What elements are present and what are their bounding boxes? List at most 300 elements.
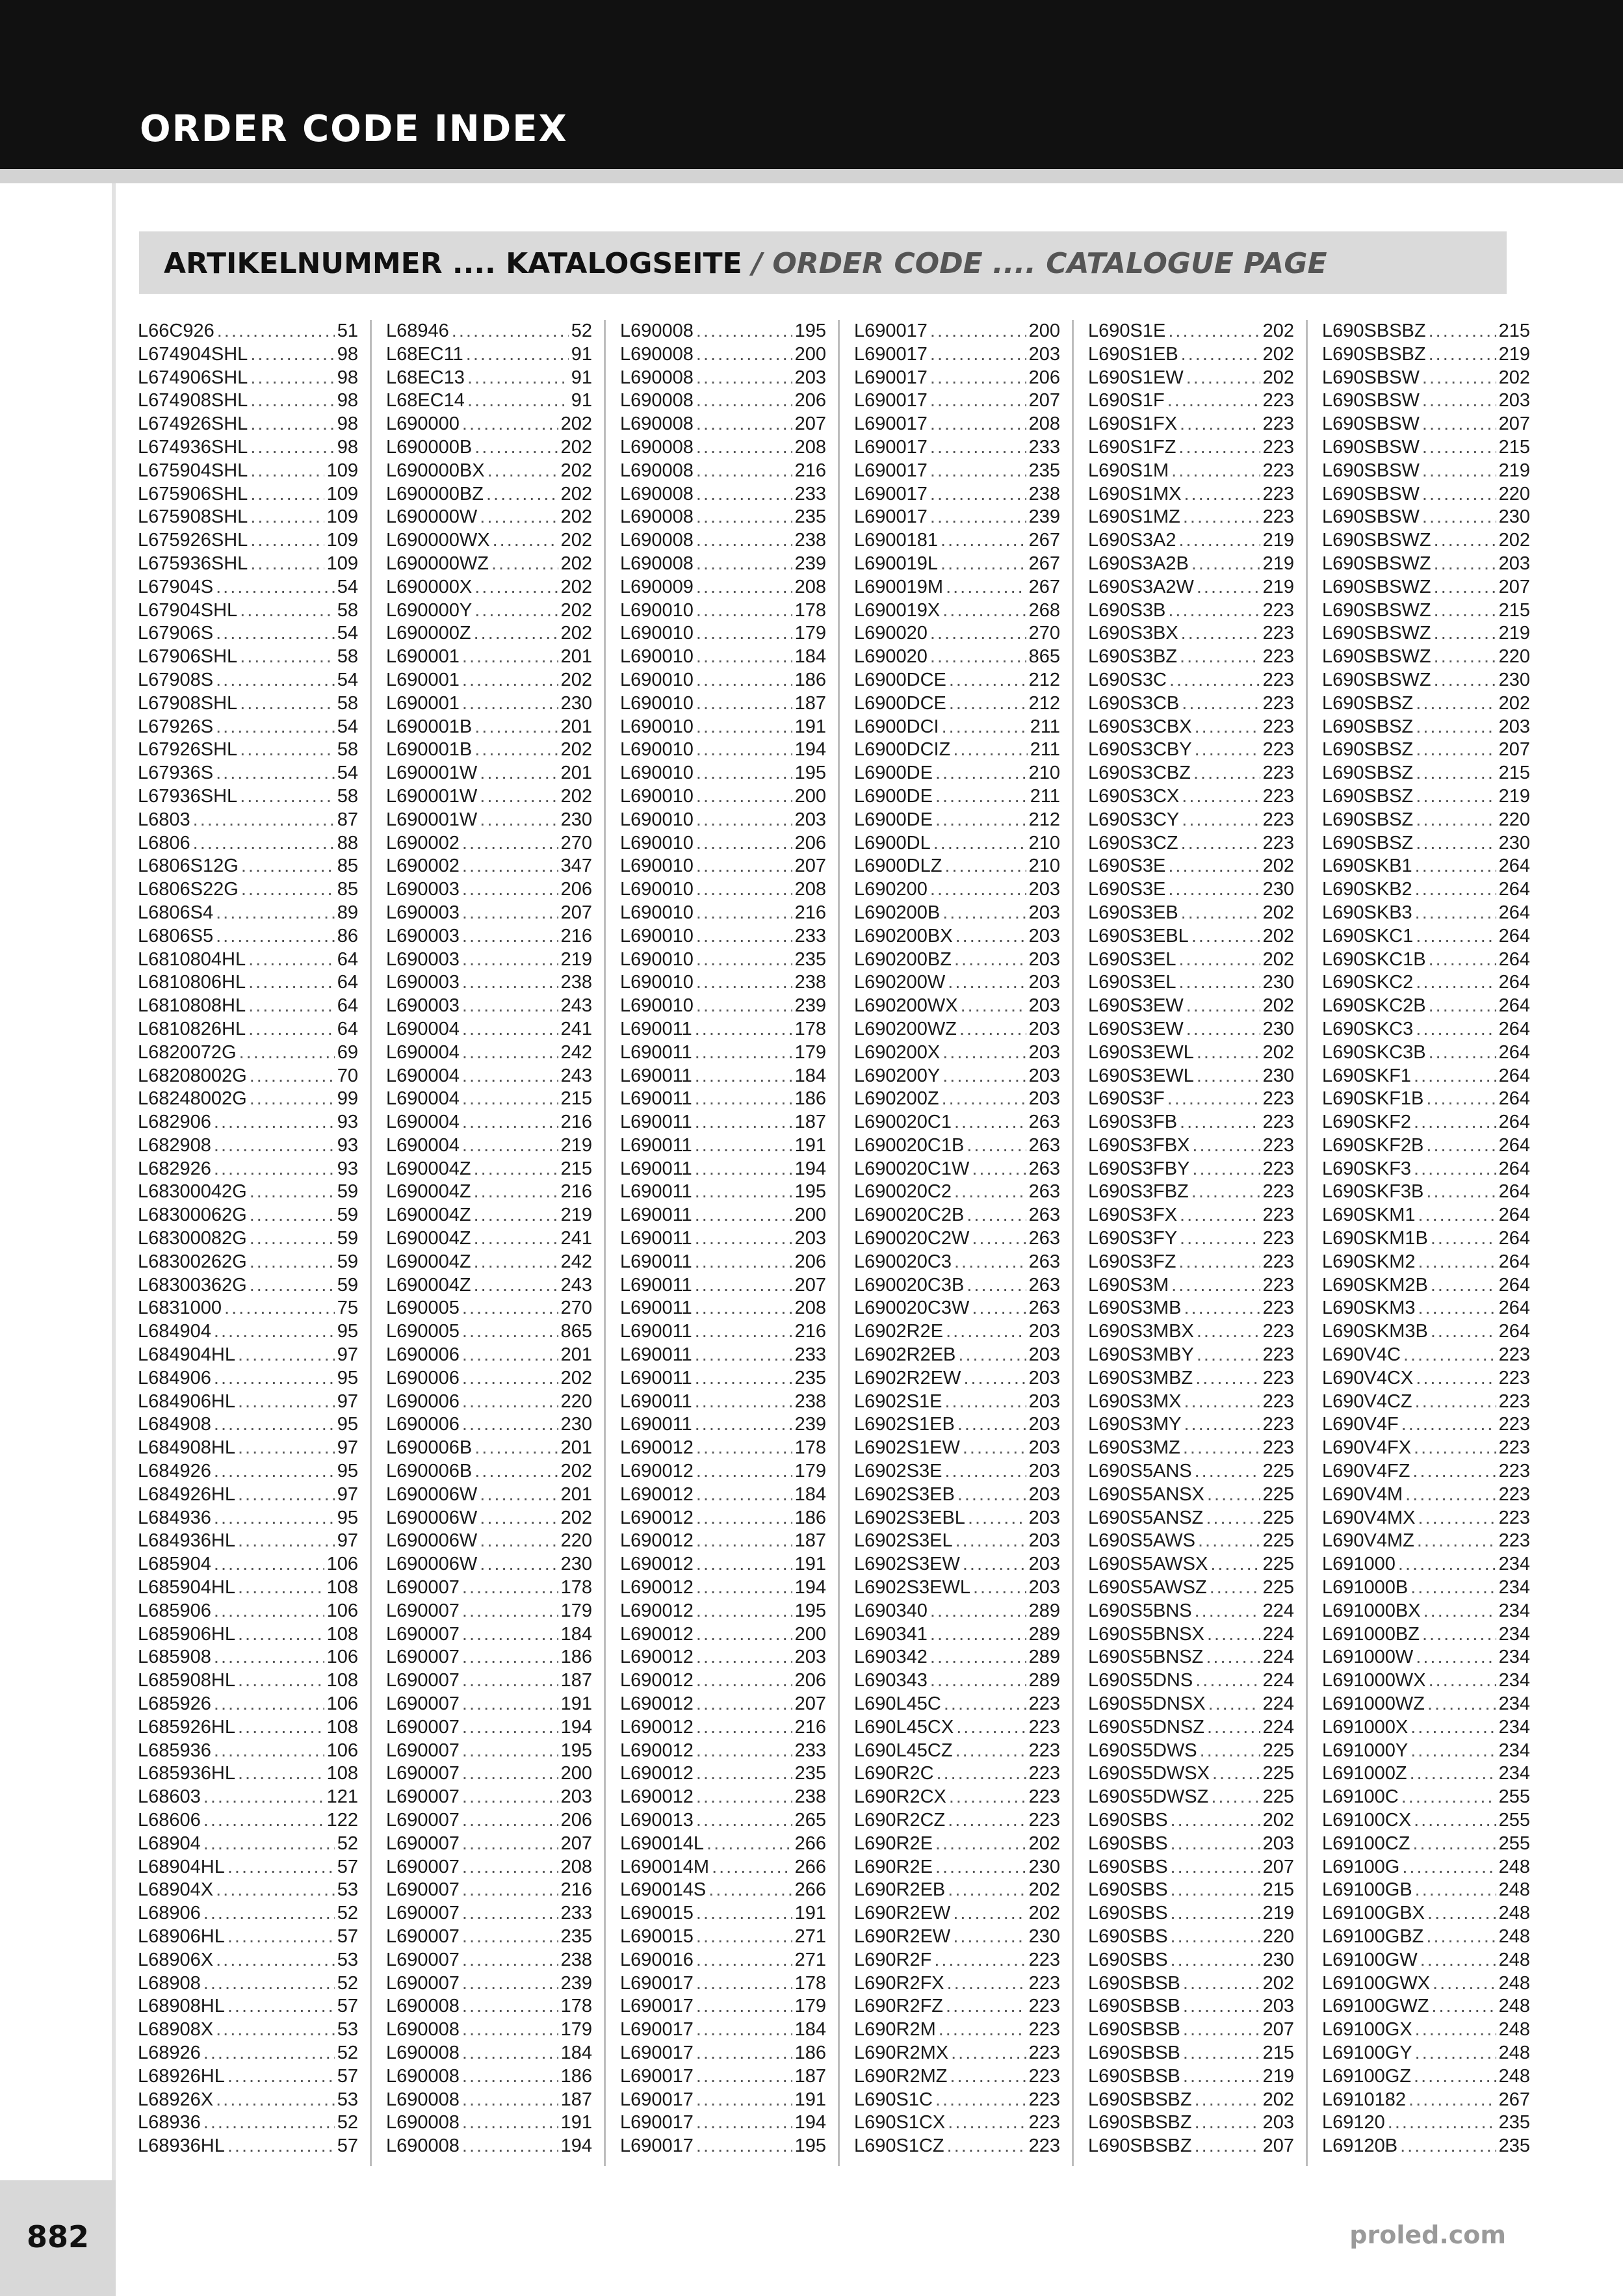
order-code: L691000WX: [1322, 1670, 1426, 1691]
dot-leader: [462, 1902, 558, 1925]
order-code: L685906HL: [138, 1623, 235, 1645]
dot-leader: [480, 1553, 558, 1576]
catalogue-page: 202: [560, 599, 592, 621]
index-entry: [1322, 785, 1530, 809]
dot-leader: [951, 2042, 1026, 2065]
order-code: L690017: [854, 367, 928, 388]
catalogue-page: 108: [326, 1577, 358, 1598]
index-entry: [620, 576, 826, 599]
dot-leader: [203, 1902, 335, 1925]
dot-leader: [203, 1972, 335, 1996]
index-entry: [386, 1646, 592, 1669]
order-code: L690006W: [386, 1483, 478, 1505]
order-code: L690008: [620, 530, 694, 551]
catalogue-page: 215: [1498, 763, 1530, 784]
order-code: L684904HL: [138, 1344, 235, 1366]
index-entry: [138, 529, 358, 553]
index-entry: [1322, 1181, 1530, 1204]
catalogue-page: 268: [1028, 599, 1060, 621]
dot-leader: [1415, 902, 1496, 925]
index-entry: [386, 1088, 592, 1111]
index-entry: [854, 413, 1060, 436]
order-code: L690V4FX: [1322, 1437, 1412, 1459]
catalogue-page: 208: [794, 1298, 826, 1319]
order-code: L690SBSW: [1322, 460, 1420, 481]
catalogue-page: 243: [560, 1065, 592, 1086]
index-entry: [1088, 389, 1294, 413]
catalogue-page: 267: [1028, 530, 1060, 551]
index-entry: [1322, 902, 1530, 925]
catalogue-page: 206: [560, 1810, 592, 1831]
order-code: L690S5DNS: [1088, 1670, 1193, 1691]
index-entry: [138, 995, 358, 1018]
catalogue-page: 98: [337, 390, 358, 411]
order-code: L690S1MX: [1088, 483, 1182, 504]
index-entry: [138, 832, 358, 855]
catalogue-page: 223: [1262, 460, 1294, 481]
order-code: L685926HL: [138, 1716, 235, 1738]
index-entry: [386, 1995, 592, 2018]
dot-leader: [942, 1041, 1026, 1065]
catalogue-page: 99: [337, 1088, 358, 1110]
index-entry: [620, 320, 826, 343]
index-entry: [1322, 809, 1530, 832]
index-entry: [620, 809, 826, 832]
index-entry: [1088, 1786, 1294, 1809]
catalogue-page: 223: [1262, 483, 1294, 504]
order-code: L690S5AWS: [1088, 1530, 1195, 1552]
catalogue-page: 233: [1028, 436, 1060, 458]
index-entry: [1322, 1297, 1530, 1320]
catalogue-page: 223: [1262, 623, 1294, 644]
index-entry: [620, 553, 826, 576]
catalogue-page: 347: [560, 855, 592, 877]
index-entry: [1088, 1437, 1294, 1460]
catalogue-page: 263: [1028, 1251, 1060, 1272]
dot-leader: [696, 1762, 792, 1786]
dot-leader: [1422, 367, 1496, 390]
order-code: L690R2CZ: [854, 1810, 946, 1831]
order-code: L690007: [386, 1716, 460, 1738]
catalogue-page: 88: [337, 832, 358, 854]
dot-leader: [462, 1925, 558, 1949]
dot-leader: [696, 1669, 792, 1693]
index-entry: [1088, 1344, 1294, 1367]
catalogue-page: 230: [1262, 972, 1294, 993]
index-entry: [386, 2018, 592, 2042]
order-code: L690001: [386, 692, 460, 714]
catalogue-page: 203: [1028, 948, 1060, 970]
index-entry: [138, 809, 358, 832]
order-code: L690S1EW: [1088, 367, 1184, 388]
dot-leader: [948, 971, 1026, 995]
index-entry: [138, 1320, 358, 1344]
order-code: L6806S12G: [138, 855, 239, 877]
index-entry: [386, 785, 592, 809]
index-entry: [620, 1158, 826, 1181]
dot-leader: [462, 669, 558, 692]
order-code: L690004Z: [386, 1205, 471, 1226]
catalogue-page: 233: [794, 925, 826, 946]
index-entry: [1088, 1995, 1294, 2018]
order-code: L690S1M: [1088, 460, 1169, 481]
index-entry: [620, 1088, 826, 1111]
dot-leader: [1422, 1623, 1496, 1647]
catalogue-page: 202: [1262, 2089, 1294, 2110]
order-code: L68603: [138, 1786, 201, 1808]
order-code: L68300362G: [138, 1274, 247, 1296]
order-code: L6803: [138, 809, 190, 830]
dot-leader: [696, 320, 792, 343]
index-entry: [386, 1018, 592, 1041]
index-entry: [854, 1251, 1060, 1274]
dot-leader: [933, 832, 1026, 855]
order-code: L690200BX: [854, 925, 953, 946]
index-entry: [138, 1762, 358, 1786]
catalogue-page: 264: [1498, 1018, 1530, 1039]
order-code: L690S5AWSX: [1088, 1554, 1208, 1575]
dot-leader: [972, 1158, 1026, 1181]
order-code: L690017: [620, 2065, 694, 2087]
dot-leader: [935, 1856, 1026, 1879]
dot-leader: [462, 1088, 558, 1111]
index-entry: [854, 1786, 1060, 1809]
index-entry: [854, 948, 1060, 972]
order-code: L690017: [854, 320, 928, 341]
catalogue-page: 203: [1028, 1483, 1060, 1505]
dot-leader: [1171, 1274, 1260, 1298]
dot-leader: [1183, 1995, 1260, 2018]
index-entry: [138, 436, 358, 460]
dot-leader: [949, 1786, 1026, 1809]
order-code: L690020C2W: [854, 1228, 970, 1249]
dot-leader: [696, 553, 792, 576]
dot-leader: [248, 948, 335, 972]
dot-leader: [1431, 1227, 1496, 1251]
catalogue-page: 202: [560, 1367, 592, 1389]
order-code: L690S3EW: [1088, 995, 1184, 1017]
order-code: L67926S: [138, 716, 214, 737]
catalogue-page: 203: [1498, 390, 1530, 411]
dot-leader: [707, 1833, 792, 1856]
dot-leader: [1414, 1809, 1496, 1833]
order-code: L690012: [620, 1623, 694, 1645]
index-entry: [386, 971, 592, 995]
index-entry: [138, 1088, 358, 1111]
catalogue-page: 230: [560, 1554, 592, 1575]
order-code: L690003: [386, 902, 460, 923]
dot-leader: [214, 1693, 324, 1716]
index-entry: [854, 1274, 1060, 1298]
dot-leader: [930, 878, 1026, 902]
index-entry: [386, 529, 592, 553]
order-code: L690SBS: [1088, 1856, 1168, 1877]
dot-leader: [238, 1483, 335, 1507]
index-entry: [138, 785, 358, 809]
dot-leader: [930, 367, 1026, 390]
index-entry: [1322, 553, 1530, 576]
order-code: L690006: [386, 1367, 460, 1389]
dot-leader: [216, 2018, 335, 2042]
index-entry: [386, 1902, 592, 1925]
catalogue-page: 230: [1262, 1018, 1294, 1039]
order-code: L690004Z: [386, 1274, 471, 1296]
index-entry: [1322, 1041, 1530, 1065]
catalogue-page: 216: [794, 460, 826, 481]
dot-leader: [696, 1600, 792, 1623]
catalogue-page: 202: [1262, 320, 1294, 341]
order-code: L690343: [854, 1670, 928, 1691]
dot-leader: [1197, 1320, 1260, 1344]
catalogue-page: 179: [794, 1461, 826, 1482]
dot-leader: [1420, 1949, 1496, 1972]
catalogue-page: 203: [1028, 995, 1060, 1017]
order-code: L690017: [854, 460, 928, 481]
index-entry: [854, 1576, 1060, 1600]
order-code: L690010: [620, 646, 694, 668]
dot-leader: [1195, 1669, 1260, 1693]
index-entry: [854, 1972, 1060, 1996]
order-code: L6810826HL: [138, 1018, 246, 1039]
dot-leader: [696, 1786, 792, 1809]
catalogue-page: 202: [1498, 530, 1530, 551]
index-entry: [854, 1344, 1060, 1367]
catalogue-page: 179: [560, 1600, 592, 1621]
catalogue-page: 223: [1028, 2112, 1060, 2133]
order-code: L68EC11: [386, 343, 463, 365]
order-code: L68936HL: [138, 2135, 225, 2157]
catalogue-page: 207: [1498, 576, 1530, 597]
catalogue-page: 64: [337, 995, 358, 1017]
catalogue-page: 121: [326, 1786, 358, 1808]
dot-leader: [238, 1530, 335, 1553]
dot-leader: [1178, 1251, 1260, 1274]
dot-leader: [1418, 1204, 1496, 1227]
catalogue-page: 194: [560, 1716, 592, 1738]
dot-leader: [696, 878, 792, 902]
index-entry: [138, 2042, 358, 2065]
dot-leader: [967, 1134, 1026, 1158]
catalogue-page: 223: [1262, 1228, 1294, 1249]
index-entry: [620, 460, 826, 483]
index-entry: [620, 1553, 826, 1576]
dot-leader: [1181, 832, 1260, 855]
catalogue-page: 223: [1028, 1810, 1060, 1831]
dot-leader: [203, 2042, 335, 2065]
catalogue-page: 208: [794, 879, 826, 900]
order-code: L6902S3EB: [854, 1483, 955, 1505]
index-entry: [854, 1018, 1060, 1041]
page-title: ORDER CODE INDEX: [140, 108, 568, 150]
index-entry: [1088, 1390, 1294, 1414]
index-entry: [138, 1740, 358, 1763]
index-entry: [386, 1344, 592, 1367]
catalogue-page: 178: [794, 1437, 826, 1459]
order-code: L690S3EB: [1088, 902, 1178, 923]
catalogue-page: 234: [1498, 1693, 1530, 1715]
index-entry: [1322, 1507, 1530, 1530]
catalogue-page: 216: [794, 1716, 826, 1738]
order-code: L690S3CY: [1088, 809, 1180, 830]
dot-leader: [695, 1158, 792, 1181]
catalogue-page: 95: [337, 1461, 358, 1482]
index-entry: [620, 1274, 826, 1298]
order-code: L690003: [386, 925, 460, 946]
catalogue-page: 264: [1498, 879, 1530, 900]
order-code: L690020C2B: [854, 1205, 965, 1226]
catalogue-page: 223: [1262, 1344, 1294, 1366]
order-code: L690R2MZ: [854, 2065, 948, 2087]
order-code: L690SBS: [1088, 1925, 1168, 1947]
order-code: L690340: [854, 1600, 928, 1621]
dot-leader: [248, 971, 335, 995]
catalogue-page: 191: [560, 2112, 592, 2133]
catalogue-page: 238: [794, 972, 826, 993]
order-code: L690V4CX: [1322, 1367, 1414, 1389]
catalogue-page: 234: [1498, 1670, 1530, 1691]
catalogue-page: 195: [794, 2135, 826, 2157]
dot-leader: [250, 367, 334, 390]
order-code: L690003: [386, 948, 460, 970]
index-entry: [854, 1623, 1060, 1647]
order-code: L68904HL: [138, 1856, 225, 1877]
catalogue-page: 223: [1262, 1112, 1294, 1133]
order-code: L690S1FX: [1088, 413, 1178, 435]
index-entry: [854, 460, 1060, 483]
index-entry: [620, 1693, 826, 1716]
dot-leader: [238, 1390, 335, 1414]
index-entry: [620, 1833, 826, 1856]
order-code: L690S1CZ: [854, 2135, 944, 2157]
index-entry: [1322, 855, 1530, 878]
index-entry: [386, 1111, 592, 1134]
order-code: L675926SHL: [138, 530, 248, 551]
index-entry: [386, 1809, 592, 1833]
order-code: L690000Y: [386, 599, 473, 621]
dot-leader: [216, 1949, 335, 1972]
index-entry: [386, 1762, 592, 1786]
dot-leader: [216, 576, 335, 599]
dot-leader: [695, 1181, 792, 1204]
index-entry: [138, 389, 358, 413]
order-code: L684904: [138, 1321, 211, 1342]
dot-leader: [1400, 2135, 1496, 2158]
catalogue-page: 194: [794, 1577, 826, 1598]
order-code: L690020C1W: [854, 1158, 970, 1179]
catalogue-page: 234: [1498, 1716, 1530, 1738]
dot-leader: [1427, 1693, 1496, 1716]
order-code: L690007: [386, 1600, 460, 1621]
catalogue-page: 53: [337, 1949, 358, 1970]
index-entry: [138, 413, 358, 436]
catalogue-page: 186: [794, 1507, 826, 1528]
index-entry: [1088, 971, 1294, 995]
dot-leader: [238, 1623, 324, 1647]
catalogue-page: 223: [1262, 1298, 1294, 1319]
dot-leader: [1171, 1902, 1260, 1925]
dot-leader: [474, 1460, 558, 1483]
dot-leader: [462, 2042, 558, 2065]
index-entry: [1088, 1065, 1294, 1088]
catalogue-page: 208: [794, 576, 826, 597]
catalogue-page: 225: [1262, 1554, 1294, 1575]
order-code: L684936: [138, 1507, 211, 1528]
order-code: L690007: [386, 1670, 460, 1691]
index-entry: [1322, 2111, 1530, 2135]
index-entry: [138, 1390, 358, 1414]
order-code: L690V4C: [1322, 1344, 1401, 1366]
index-entry: [854, 389, 1060, 413]
catalogue-page: 108: [326, 1670, 358, 1691]
order-code: L690200WZ: [854, 1018, 957, 1039]
index-entry: [854, 2018, 1060, 2042]
dot-leader: [238, 1344, 335, 1367]
order-code: L690007: [386, 1903, 460, 1924]
order-code: L690200WX: [854, 995, 958, 1017]
catalogue-page: 263: [1028, 1298, 1060, 1319]
catalogue-page: 216: [560, 1112, 592, 1133]
index-entry: [854, 1204, 1060, 1227]
catalogue-page: 223: [1498, 1414, 1530, 1435]
order-code: L690012: [620, 1554, 694, 1575]
dot-leader: [1410, 1716, 1496, 1740]
order-code: L690011: [620, 1065, 692, 1086]
dot-leader: [1422, 389, 1496, 413]
catalogue-page: 93: [337, 1112, 358, 1133]
index-entry: [620, 948, 826, 972]
dot-leader: [696, 832, 792, 855]
catalogue-page: 200: [794, 785, 826, 807]
dot-leader: [1403, 1344, 1496, 1367]
dot-leader: [214, 1320, 335, 1344]
order-code: L6900DLZ: [854, 855, 942, 877]
catalogue-page: 212: [1028, 692, 1060, 714]
index-entry: [1088, 1576, 1294, 1600]
dot-leader: [957, 1483, 1026, 1507]
index-entry: [1322, 1227, 1530, 1251]
catalogue-page: 201: [560, 1437, 592, 1459]
dot-leader: [238, 1576, 324, 1600]
order-code: L690SBSW: [1322, 367, 1420, 388]
order-code: L690200W: [854, 972, 946, 993]
catalogue-page: 248: [1498, 1949, 1530, 1970]
catalogue-page: 264: [1498, 1205, 1530, 1226]
index-entry: [1322, 1925, 1530, 1949]
catalogue-page: 216: [560, 925, 592, 946]
index-entry: [620, 506, 826, 529]
order-code: L690L45CZ: [854, 1740, 953, 1761]
index-entry: [1322, 1833, 1530, 1856]
index-entry: [1088, 1716, 1294, 1740]
catalogue-page: 248: [1498, 1903, 1530, 1924]
dot-leader: [1416, 925, 1496, 948]
order-code: L6902S3EW: [854, 1554, 960, 1575]
dot-leader: [967, 1204, 1026, 1227]
dot-leader: [467, 389, 569, 413]
order-code: L691000X: [1322, 1716, 1409, 1738]
catalogue-page: 223: [1498, 1507, 1530, 1528]
dot-leader: [972, 1297, 1026, 1320]
index-entry: [854, 1809, 1060, 1833]
dot-leader: [696, 576, 792, 599]
index-entry: [620, 1181, 826, 1204]
dot-leader: [696, 855, 792, 878]
dot-leader: [956, 1716, 1026, 1740]
index-entry: [138, 1274, 358, 1298]
dot-leader: [462, 1995, 558, 2018]
catalogue-page: 203: [1028, 925, 1060, 946]
dot-leader: [216, 1879, 335, 1902]
